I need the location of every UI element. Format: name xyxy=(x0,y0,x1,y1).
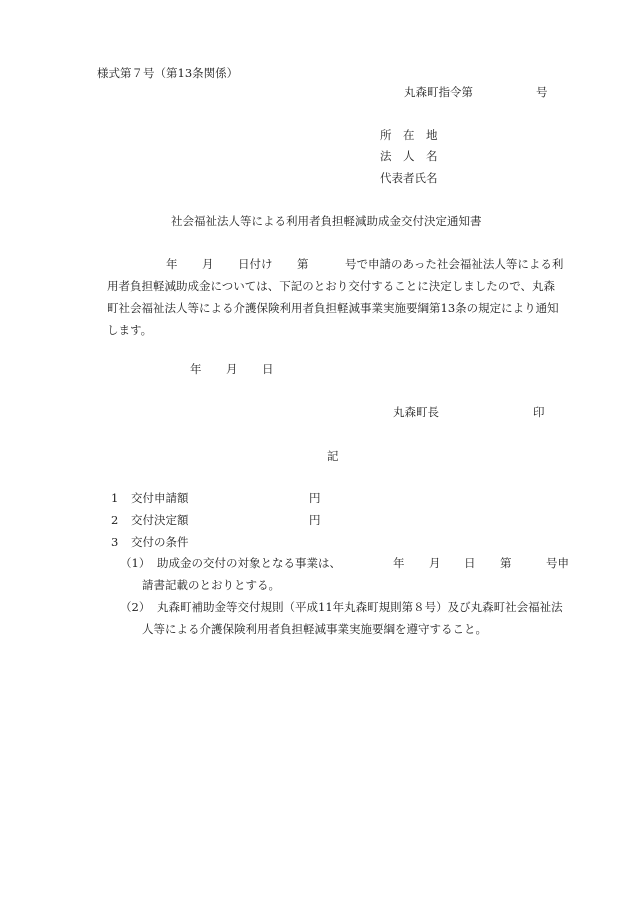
condition-number: （2） xyxy=(120,600,151,614)
item-number: 2 xyxy=(111,513,119,527)
representative-label: 代表者氏名 xyxy=(380,171,438,185)
condition-line2: 請書記載のとおりとする。 xyxy=(142,578,280,592)
item-label: 交付申請額 xyxy=(131,491,189,505)
condition-day: 日 xyxy=(464,556,476,570)
seal-mark: 印 xyxy=(533,405,545,419)
body-day: 日付け xyxy=(238,257,273,271)
condition-number: （1） xyxy=(120,556,151,570)
body-line1-rest: 号で申請のあった社会福祉法人等による利 xyxy=(345,257,564,271)
ki-heading: 記 xyxy=(327,449,339,463)
condition-month: 月 xyxy=(429,556,441,570)
condition-dai: 第 xyxy=(500,556,512,570)
body-year: 年 xyxy=(166,257,178,271)
condition-text: 助成金の交付の対象となる事業は、 xyxy=(157,556,341,570)
doc-number-suffix: 号 xyxy=(536,85,548,99)
condition-line1: 丸森町補助金等交付規則（平成11年丸森町規則第８号）及び丸森町社会福祉法 xyxy=(157,600,563,614)
condition-year: 年 xyxy=(393,556,405,570)
condition-tail: 号申 xyxy=(546,556,569,570)
document-title: 社会福祉法人等による利用者負担軽減助成金交付決定通知書 xyxy=(171,214,482,228)
body-month: 月 xyxy=(202,257,214,271)
issuer-name: 丸森町長 xyxy=(393,405,439,419)
body-dai: 第 xyxy=(297,257,309,271)
doc-number-prefix: 丸森町指令第 xyxy=(404,85,473,99)
condition-line2: 人等による介護保険利用者負担軽減事業実施要綱を遵守すること。 xyxy=(142,622,487,636)
date-month: 月 xyxy=(226,362,238,376)
form-label: 様式第７号（第13条関係） xyxy=(97,66,239,80)
body-line3: 町社会福祉法人等による介護保険利用者負担軽減事業実施要綱第13条の規定により通知 xyxy=(107,301,559,315)
date-year: 年 xyxy=(190,362,202,376)
item-unit: 円 xyxy=(309,491,321,505)
item-label: 交付の条件 xyxy=(131,535,189,549)
item-number: 1 xyxy=(111,491,119,505)
body-line4: します。 xyxy=(107,323,153,337)
item-label: 交付決定額 xyxy=(131,513,189,527)
address-label: 所 在 地 xyxy=(380,128,438,142)
date-day: 日 xyxy=(262,362,274,376)
body-line2: 用者負担軽減助成金については、下記のとおり交付することに決定しましたので、丸森 xyxy=(107,279,556,293)
item-unit: 円 xyxy=(309,513,321,527)
corp-name-label: 法 人 名 xyxy=(380,149,438,163)
item-number: 3 xyxy=(111,535,119,549)
